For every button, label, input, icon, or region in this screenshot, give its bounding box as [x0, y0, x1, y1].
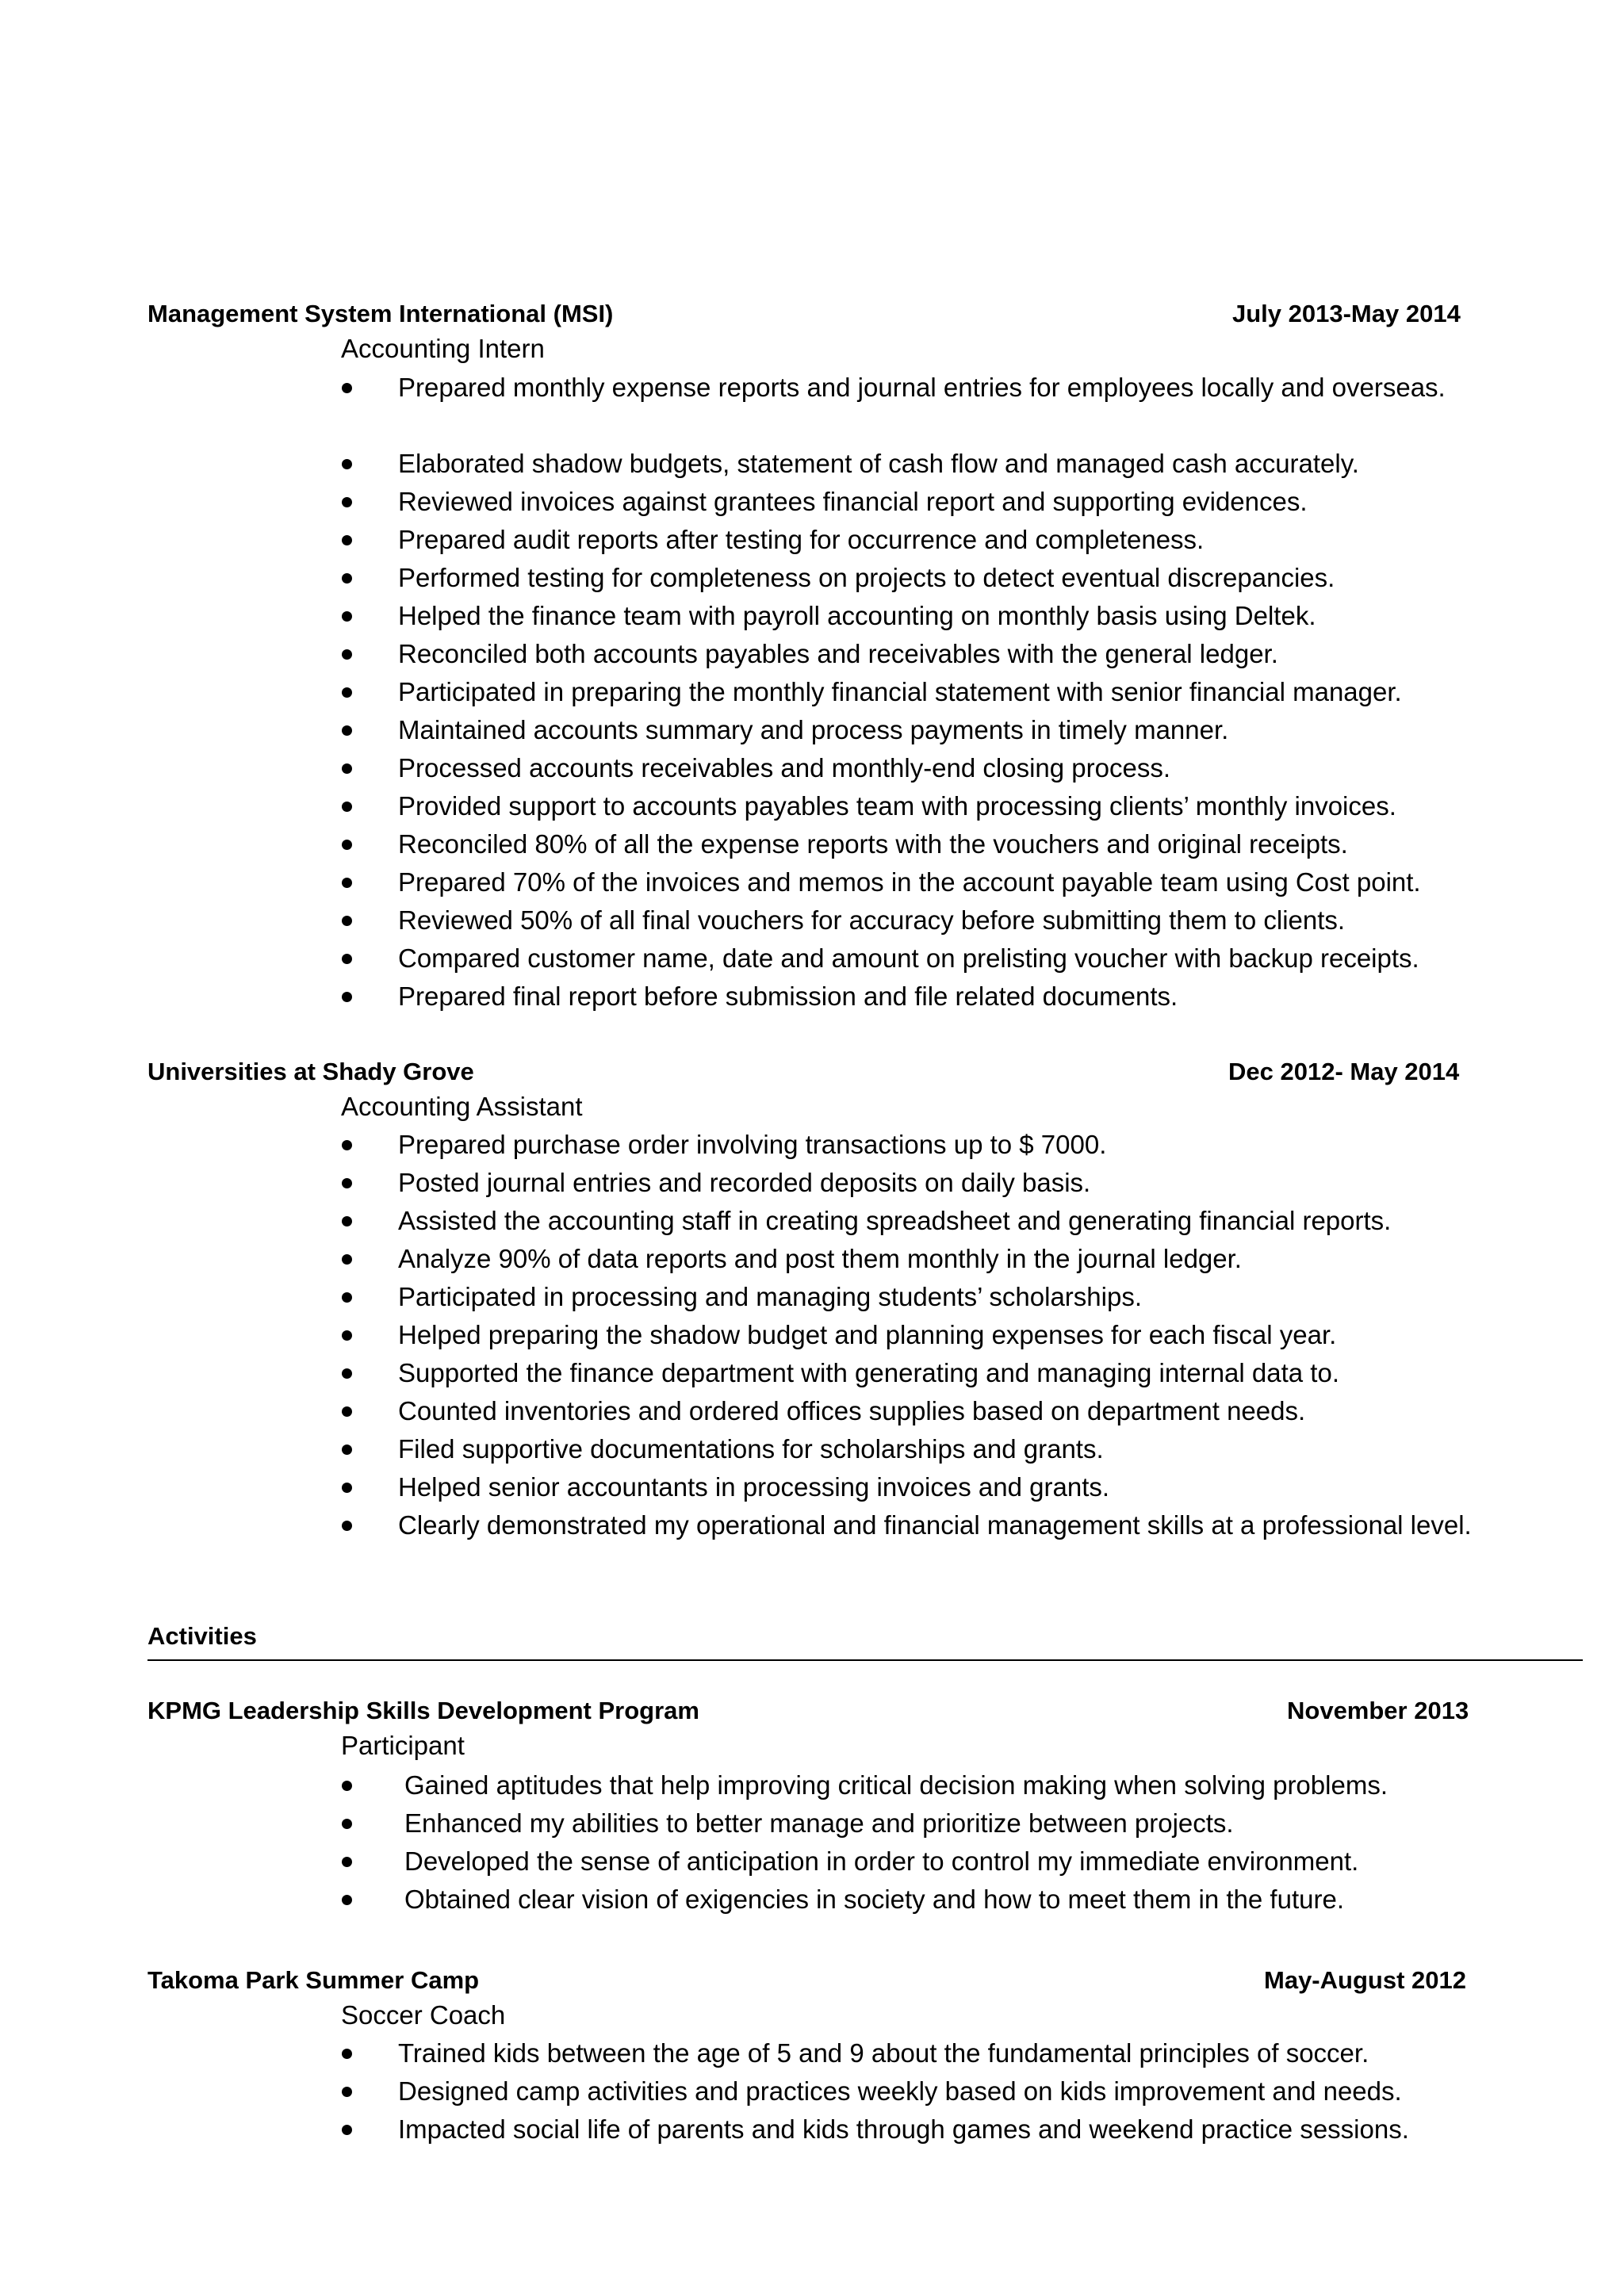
bullet-icon: [342, 1445, 352, 1455]
org-msi: Management System International (MSI): [147, 300, 614, 327]
list-item: [0, 1468, 1624, 1506]
bullet-text: Supported the finance department with generating and managing internal data to.: [398, 1358, 1339, 1387]
bullet-icon: [342, 649, 352, 660]
bullet-icon: [342, 1178, 352, 1188]
bullet-icon: [342, 1330, 352, 1341]
bullet-icon: [342, 2049, 352, 2059]
list-item: [0, 863, 1624, 901]
bullet-icon: [342, 1254, 352, 1265]
bullet-text: Prepared audit reports after testing for occurrence and completeness.: [398, 525, 1205, 554]
list-item: [0, 1843, 1624, 1881]
dates-msi: July 2013-May 2014: [1232, 300, 1461, 327]
bullets-msi: [0, 369, 1624, 1016]
bullet-text: Obtained clear vision of exigencies in society and how to meet them in the future.: [404, 1885, 1344, 1914]
bullet-icon: [342, 1781, 352, 1791]
bullets-takoma: [0, 2034, 1624, 2149]
bullet-icon: [342, 459, 352, 469]
bullet-text: Maintained accounts summary and process payments in timely manner.: [398, 715, 1229, 744]
bullet-icon: [342, 916, 352, 926]
bullet-icon: [342, 2087, 352, 2097]
list-item: [0, 369, 1624, 445]
bullet-icon: [342, 1483, 352, 1493]
bullet-text: Participated in preparing the monthly financial statement with senior financial manager.: [398, 677, 1402, 706]
org-kpmg: KPMG Leadership Skills Development Program: [147, 1697, 699, 1724]
bullet-icon: [342, 1140, 352, 1150]
bullet-icon: [342, 878, 352, 888]
bullet-text: Gained aptitudes that help improving critical decision making when solving problems.: [404, 1770, 1388, 1800]
bullet-text: Prepared 70% of the invoices and memos in the account payable team using Cost point.: [398, 867, 1421, 897]
list-item: [0, 2034, 1624, 2072]
bullet-text: Trained kids between the age of 5 and 9 about the fundamental principles of soccer.: [398, 2038, 1369, 2068]
bullet-text: Helped the finance team with payroll accounting on monthly basis using Deltek.: [398, 601, 1316, 630]
list-item: [0, 825, 1624, 863]
bullet-icon: [342, 1216, 352, 1226]
bullet-text: Compared customer name, date and amount on prelisting voucher with backup receipts.: [398, 943, 1419, 973]
bullet-text: Reviewed invoices against grantees financial report and supporting evidences.: [398, 487, 1308, 516]
bullet-icon: [342, 611, 352, 622]
list-item: [0, 939, 1624, 978]
role-usg: Accounting Assistant: [341, 1092, 583, 1121]
bullet-text: Prepared purchase order involving transactions up to $ 7000.: [398, 1130, 1107, 1159]
dates-kpmg: November 2013: [1287, 1697, 1469, 1724]
role-msi: Accounting Intern: [341, 334, 545, 363]
list-item: [0, 1881, 1624, 1919]
list-item: [0, 483, 1624, 521]
bullet-icon: [342, 1521, 352, 1531]
list-item: [0, 1804, 1624, 1843]
bullet-text: Assisted the accounting staff in creating spreadsheet and generating financial reports.: [398, 1206, 1392, 1235]
bullet-icon: [342, 2125, 352, 2135]
list-item: [0, 2072, 1624, 2110]
list-item: [0, 901, 1624, 939]
list-item: [0, 1506, 1624, 1582]
list-item: [0, 521, 1624, 559]
role-kpmg: Participant: [341, 1731, 465, 1760]
bullet-text: Reconciled both accounts payables and receivables with the general ledger.: [398, 639, 1278, 668]
section-divider: [147, 1659, 1583, 1661]
list-item: [0, 597, 1624, 635]
bullet-text: Performed testing for completeness on projects to detect eventual discrepancies.: [398, 563, 1335, 592]
bullet-icon: [342, 1857, 352, 1867]
bullet-icon: [342, 687, 352, 698]
bullet-text: Counted inventories and ordered offices supplies based on department needs.: [398, 1396, 1306, 1425]
bullets-kpmg: [0, 1766, 1624, 1919]
bullets-usg: [0, 1126, 1624, 1582]
bullet-text: Clearly demonstrated my operational and financial management skills at a professional level.: [398, 1510, 1472, 1540]
bullet-text: Processed accounts receivables and monthly-end closing process.: [398, 753, 1171, 783]
list-item: [0, 1240, 1624, 1278]
bullet-icon: [342, 840, 352, 850]
bullet-text: Reconciled 80% of all the expense reports with the vouchers and original receipts.: [398, 829, 1348, 859]
bullet-text: Prepared final report before submission and file related documents.: [398, 982, 1178, 1011]
bullet-icon: [342, 535, 352, 545]
bullet-text: Participated in processing and managing students’ scholarships.: [398, 1282, 1142, 1311]
bullet-icon: [342, 1368, 352, 1379]
list-item: [0, 1392, 1624, 1430]
bullet-text: Analyze 90% of data reports and post them monthly in the journal ledger.: [398, 1244, 1242, 1273]
list-item: [0, 1278, 1624, 1316]
dates-takoma: May-August 2012: [1264, 1966, 1466, 1994]
bullet-icon: [342, 497, 352, 507]
org-takoma: Takoma Park Summer Camp: [147, 1966, 480, 1994]
bullet-text: Helped senior accountants in processing invoices and grants.: [398, 1472, 1110, 1502]
list-item: [0, 749, 1624, 787]
bullet-text: Reviewed 50% of all final vouchers for accuracy before submitting them to clients.: [398, 905, 1346, 935]
list-item: [0, 2110, 1624, 2149]
org-usg: Universities at Shady Grove: [147, 1058, 474, 1085]
activities-heading: Activities: [147, 1622, 257, 1650]
bullet-text: Developed the sense of anticipation in order to control my immediate environment.: [404, 1846, 1359, 1876]
list-item: [0, 787, 1624, 825]
list-item: [0, 1164, 1624, 1202]
list-item: [0, 978, 1624, 1016]
bullet-icon: [342, 1406, 352, 1417]
dates-usg: Dec 2012- May 2014: [1228, 1058, 1460, 1085]
list-item: [0, 1354, 1624, 1392]
bullet-icon: [342, 954, 352, 964]
list-item: [0, 635, 1624, 673]
bullet-icon: [342, 1292, 352, 1303]
bullet-text: Filed supportive documentations for scholarships and grants.: [398, 1434, 1104, 1464]
bullet-text: Posted journal entries and recorded deposits on daily basis.: [398, 1168, 1091, 1197]
list-item: [0, 1126, 1624, 1164]
bullet-text: Designed camp activities and practices weekly based on kids improvement and needs.: [398, 2076, 1402, 2106]
bullet-text: Enhanced my abilities to better manage and prioritize between projects.: [404, 1808, 1234, 1838]
bullet-text: Helped preparing the shadow budget and planning expenses for each fiscal year.: [398, 1320, 1337, 1349]
bullet-icon: [342, 802, 352, 812]
list-item: [0, 559, 1624, 597]
list-item: [0, 673, 1624, 711]
list-item: [0, 1430, 1624, 1468]
list-item: [0, 1202, 1624, 1240]
list-item: [0, 1766, 1624, 1804]
role-takoma: Soccer Coach: [341, 2000, 506, 2030]
bullet-icon: [342, 1895, 352, 1905]
list-item: [0, 445, 1624, 483]
bullet-icon: [342, 573, 352, 584]
bullet-icon: [342, 383, 352, 393]
bullet-text: Prepared monthly expense reports and journal entries for employees locally and overseas.: [398, 373, 1446, 402]
bullet-icon: [342, 992, 352, 1002]
bullet-text: Provided support to accounts payables team with processing clients’ monthly invoices.: [398, 791, 1396, 821]
bullet-text: Elaborated shadow budgets, statement of cash flow and managed cash accurately.: [398, 449, 1359, 478]
bullet-icon: [342, 1819, 352, 1829]
list-item: [0, 1316, 1624, 1354]
bullet-text: Impacted social life of parents and kids through games and weekend practice sessions.: [398, 2114, 1409, 2144]
bullet-icon: [342, 763, 352, 774]
bullet-icon: [342, 725, 352, 736]
list-item: [0, 711, 1624, 749]
